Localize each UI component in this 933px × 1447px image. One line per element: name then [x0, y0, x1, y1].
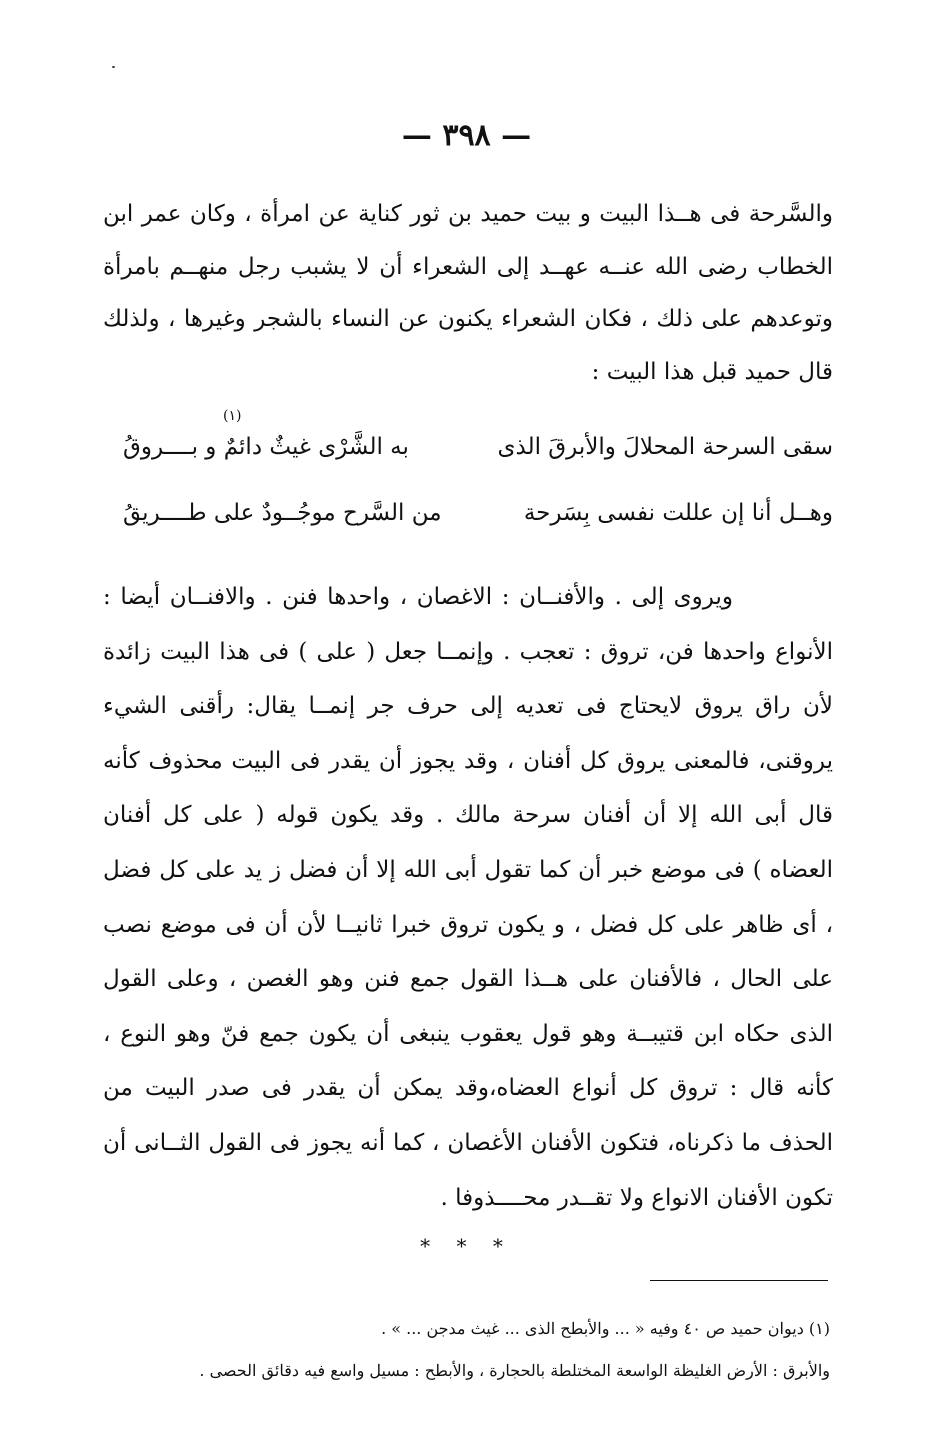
poem-line-2-first-hemistich: وهــل أنا إن عللت نفسى بِسَرحة — [523, 500, 833, 526]
poem-line-1-first-hemistich: سقى السرحة المحلالَ والأبرقَ الذى — [497, 434, 833, 460]
poem-line-2-second-hemistich: من السَّرح موجُــودٌ على طــــريقُ — [123, 500, 442, 526]
poem-line-1 — [103, 408, 833, 484]
footnote-1-continuation: والأبرق : الأرض الغليظة الواسعة المختلطة بالحجارة ، والأبطح : مسيل واسع فيه دقائق الحصى . — [199, 1361, 830, 1380]
footnote-marker: (١) — [223, 408, 242, 424]
poem-line-2 — [103, 500, 833, 550]
footnotes — [100, 1308, 830, 1392]
scan-speck — [112, 66, 115, 68]
footnote-1: (١) ديوان حميد ص ٤٠ وفيه « ... والأبطح الذى ... غيث مدجن ... » . — [381, 1319, 830, 1338]
page-number: — ٣٩٨ — — [401, 118, 532, 153]
poem-line-1-second-hemistich: به الشَّرْى غيثٌ دائمٌ و بــــروقُ — [123, 434, 409, 460]
footnote-divider — [650, 1280, 828, 1281]
paragraph-commentary-text: ويروى إلى . والأفنــان : الاغصان ، واحدها فنن . والافنــان أيضا : الأنواع واحدها فن، تروق : تعجب . وإنمــا جعل ( على ) فى هذا البيت زائدة لأن راق يروق لايحتاج فى تعديه إلى حرف جر إنمــا يقال: رأقنى الشيء يروقنى، فالمعنى يروق كل أفنان ، وقد يجوز أن يقدر فى البيت محذوف كأنه قال أبى الله إلا أن أفنان سرحة مالك . وقد يكون قوله ( على كل أفنان العضاه ) فى موضع خبر أن كما تقول أبى الله إلا أن فضل ز يد على كل فضل ، أى ظاهر على كل فضل ، و يكون تروق خبرا ثانيــا لأن أن فى موضع نصب على الحال ، فالأفنان على هــذا القول جمع فنن وهو الغصن ، وعلى القول الذى حكاه ابن قتيبــة وهو قول يعقوب ينبغى أن يكون جمع فنّ وهو النوع ، كأنه قال : تروق كل أنواع العضاه،وقد يمكن أن يقدر فى صدر البيت من الحذف ما ذكرناه، فتكون الأفنان الأغصان ، كما أنه يجوز فى القول الثــانى أن تكون الأفنان الانواع ولا تقــدر محــــذوفا . — [103, 584, 833, 1211]
paragraph-intro — [103, 188, 833, 398]
section-break-asterisks: * * * — [420, 1234, 513, 1258]
paragraph-commentary — [103, 570, 833, 1225]
paragraph-intro-text: والسَّرحة فى هــذا البيت و بيت حميد بن ثور كناية عن امرأة ، وكان عمر ابن الخطاب رضى الله عنــه عهــد إلى الشعراء أن لا يشبب رجل منهــم بامرأة وتوعدهم على ذلك ، فكان الشعراء يكنون عن النساء بالشجر وغيرها ، ولذلك قال حميد قبل هذا البيت : — [103, 201, 833, 385]
